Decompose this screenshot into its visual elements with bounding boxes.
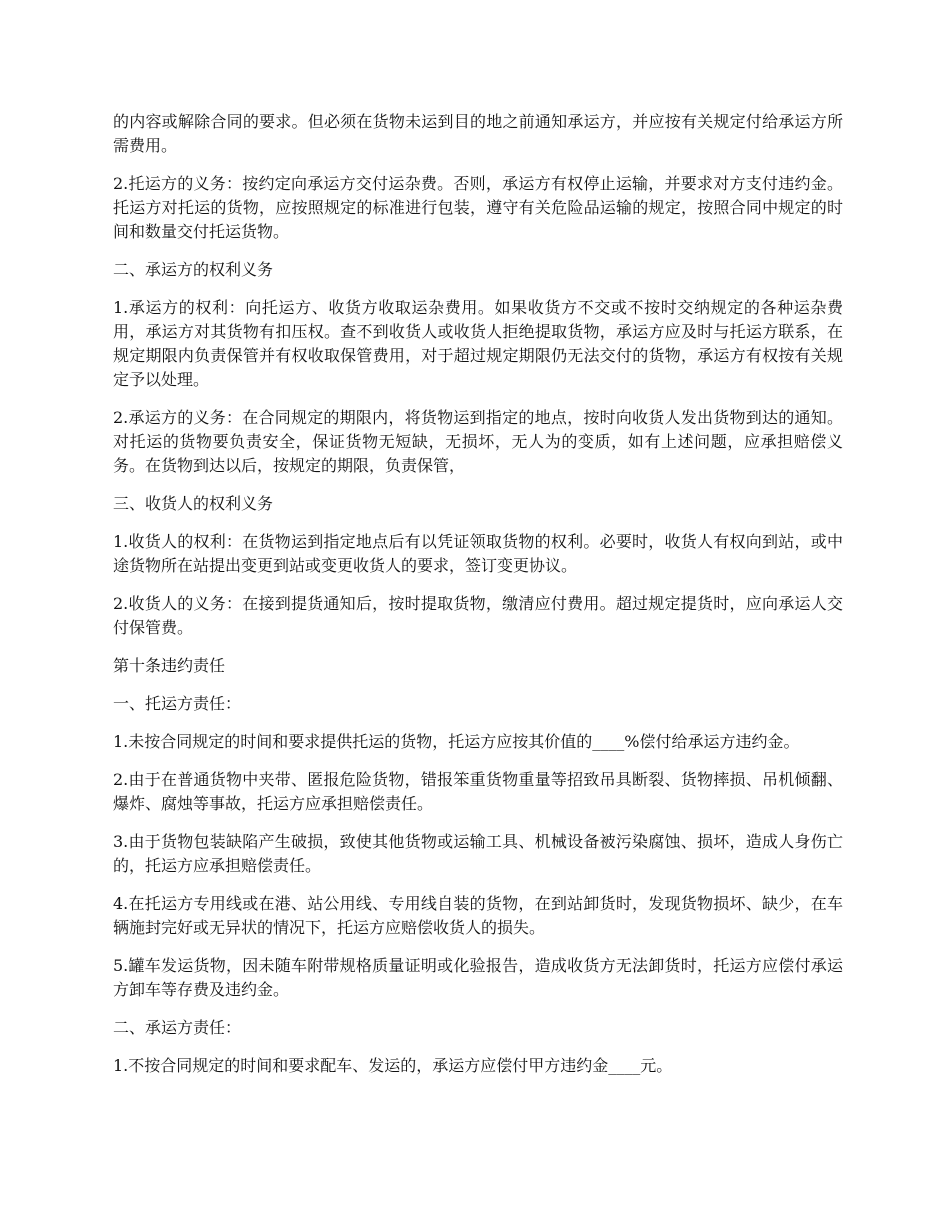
paragraph-consignee-obligations: 2.收货人的义务：在接到提货通知后，按时提取货物，缴清应付费用。超过规定提货时，应向承运人交付保管费。 (113, 594, 843, 637)
paragraph-consignor-obligations: 2.托运方的义务：按约定向承运方交付运杂费。否则，承运方有权停止运输，并要求对方支付违约金。托运方对托运的货物，应按照规定的标准进行包装，遵守有关危险品运输的规定，按照合同中规定的时间和数量交付托运货物。 (113, 174, 843, 241)
paragraph-consignor-liability-4: 4.在托运方专用线或在港、站公用线、专用线自装的货物，在到站卸货时，发现货物损坏、缺少，在车辆施封完好或无异状的情况下，托运方应赔偿收货人的损失。 (113, 894, 843, 937)
paragraph-consignor-liability-5: 5.罐车发运货物，因未随车附带规格质量证明或化验报告，造成收货方无法卸货时，托运方应偿付承运方卸车等存费及违约金。 (113, 956, 843, 999)
section-heading-consignee-rights: 三、收货人的权利义务 (113, 494, 274, 513)
paragraph-consignor-liability-3: 3.由于货物包装缺陷产生破损，致使其他货物或运输工具、机械设备被污染腐蚀、损坏，造成人身伤亡的，托运方应承担赔偿责任。 (113, 832, 843, 875)
section-heading-consignor-liability: 一、托运方责任： (113, 694, 242, 713)
paragraph-carrier-obligations: 2.承运方的义务：在合同规定的期限内，将货物运到指定的地点，按时向收货人发出货物到达的通知。对托运的货物要负责安全，保证货物无短缺，无损坏，无人为的变质，如有上述问题，应承担赔偿义务。在货物到达以后，按规定的期限，负责保管， (113, 408, 843, 475)
document-page (113, 110, 843, 1092)
section-heading-carrier-rights: 二、承运方的权利义务 (113, 260, 274, 279)
article-heading-breach-liability: 第十条违约责任 (113, 656, 226, 675)
paragraph-consignee-rights: 1.收货人的权利：在货物运到指定地点后有以凭证领取货物的权利。必要时，收货人有权向到站，或中途货物所在站提出变更到站或变更收货人的要求，签订变更协议。 (113, 532, 843, 575)
paragraph-carrier-liability-1: 1.不按合同规定的时间和要求配车、发运的，承运方应偿付甲方违约金____元。 (113, 1056, 673, 1075)
paragraph-carrier-rights: 1.承运方的权利：向托运方、收货方收取运杂费用。如果收货方不交或不按时交纳规定的各种运杂费用，承运方对其货物有扣压权。查不到收货人或收货人拒绝提取货物，承运方应及时与托运方联系，在规定期限内负责保管并有权收取保管费用，对于超过规定期限仍无法交付的货物，承运方有权按有关规定予以处理。 (113, 298, 843, 389)
paragraph-consignor-liability-1: 1.未按合同规定的时间和要求提供托运的货物，托运方应按其价值的____%偿付给承运方违约金。 (113, 732, 800, 751)
paragraph-consignor-liability-2: 2.由于在普通货物中夹带、匿报危险货物，错报笨重货物重量等招致吊具断裂、货物摔损、吊机倾翻、爆炸、腐烛等事故，托运方应承担赔偿责任。 (113, 770, 843, 813)
paragraph-consignor-rights-continued: 的内容或解除合同的要求。但必须在货物未运到目的地之前通知承运方，并应按有关规定付给承运方所需费用。 (113, 112, 843, 155)
section-heading-carrier-liability: 二、承运方责任： (113, 1018, 242, 1037)
